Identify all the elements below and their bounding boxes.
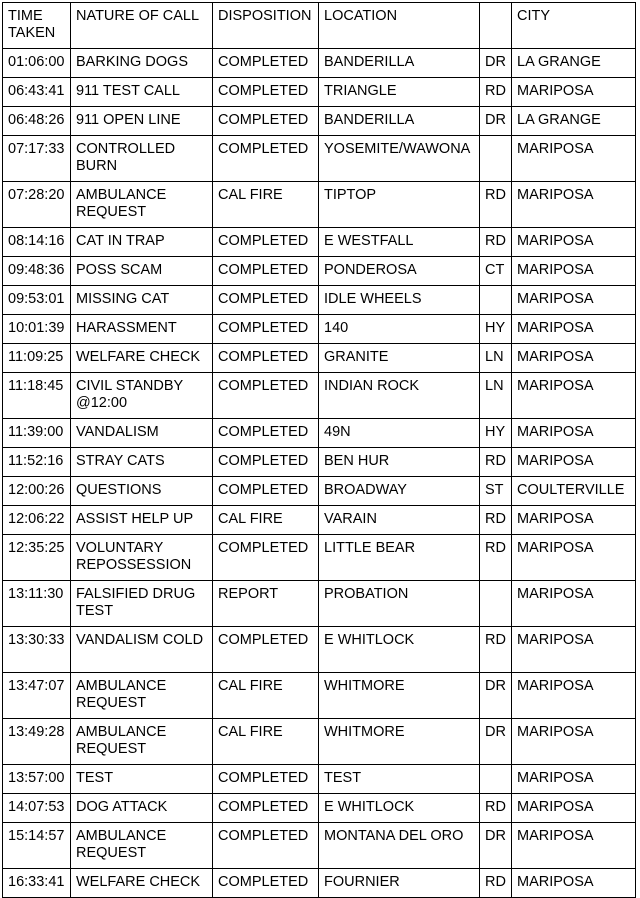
table-row xyxy=(3,719,636,765)
cell-street-suffix xyxy=(480,286,512,315)
cell-street-suffix: LN xyxy=(480,373,512,419)
table-row xyxy=(3,477,636,506)
cell-time: 16:33:41 xyxy=(3,869,71,898)
cell-time: 06:43:41 xyxy=(3,78,71,107)
cell-nature-of-call: CIVIL STANDBY @12:00 xyxy=(71,373,213,419)
cell-street-suffix: DR xyxy=(480,823,512,869)
cell-street-suffix: RD xyxy=(480,869,512,898)
cell-time: 08:14:16 xyxy=(3,228,71,257)
table-row xyxy=(3,136,636,182)
cell-time: 13:47:07 xyxy=(3,673,71,719)
header-disposition: DISPOSITION xyxy=(213,3,319,49)
cell-nature-of-call: WELFARE CHECK xyxy=(71,344,213,373)
cell-street-suffix: RD xyxy=(480,228,512,257)
cell-street-suffix: RD xyxy=(480,448,512,477)
cell-time: 12:35:25 xyxy=(3,535,71,581)
cell-city: MARIPOSA xyxy=(512,344,636,373)
cell-street-suffix: RD xyxy=(480,794,512,823)
cell-city: MARIPOSA xyxy=(512,315,636,344)
table-row xyxy=(3,373,636,419)
cell-location: WHITMORE xyxy=(319,673,480,719)
cell-location: LITTLE BEAR xyxy=(319,535,480,581)
table-row xyxy=(3,794,636,823)
cell-location: INDIAN ROCK xyxy=(319,373,480,419)
cell-time: 07:17:33 xyxy=(3,136,71,182)
cell-city: MARIPOSA xyxy=(512,869,636,898)
cell-location: GRANITE xyxy=(319,344,480,373)
cell-disposition: COMPLETED xyxy=(213,627,319,673)
cell-location: E WESTFALL xyxy=(319,228,480,257)
cell-disposition: CAL FIRE xyxy=(213,506,319,535)
cell-city: MARIPOSA xyxy=(512,182,636,228)
cell-location: BANDERILLA xyxy=(319,107,480,136)
table-row xyxy=(3,228,636,257)
cell-time: 10:01:39 xyxy=(3,315,71,344)
table-row xyxy=(3,765,636,794)
table-row xyxy=(3,823,636,869)
cell-disposition: COMPLETED xyxy=(213,344,319,373)
cell-location: MONTANA DEL ORO xyxy=(319,823,480,869)
cell-time: 13:49:28 xyxy=(3,719,71,765)
cell-street-suffix: HY xyxy=(480,315,512,344)
cell-nature-of-call: ASSIST HELP UP xyxy=(71,506,213,535)
cell-location: WHITMORE xyxy=(319,719,480,765)
cell-location: BEN HUR xyxy=(319,448,480,477)
cell-time: 12:00:26 xyxy=(3,477,71,506)
cell-time: 11:09:25 xyxy=(3,344,71,373)
cell-nature-of-call: STRAY CATS xyxy=(71,448,213,477)
cell-nature-of-call: TEST xyxy=(71,765,213,794)
cell-nature-of-call: FALSIFIED DRUG TEST xyxy=(71,581,213,627)
cell-nature-of-call: HARASSMENT xyxy=(71,315,213,344)
cell-street-suffix: DR xyxy=(480,719,512,765)
cell-time: 15:14:57 xyxy=(3,823,71,869)
header-row xyxy=(3,3,636,49)
cell-disposition: COMPLETED xyxy=(213,286,319,315)
cell-time: 11:18:45 xyxy=(3,373,71,419)
cell-street-suffix: CT xyxy=(480,257,512,286)
cell-disposition: COMPLETED xyxy=(213,257,319,286)
cell-location: VARAIN xyxy=(319,506,480,535)
cell-street-suffix xyxy=(480,765,512,794)
table-row xyxy=(3,419,636,448)
cell-city: MARIPOSA xyxy=(512,765,636,794)
cell-disposition: REPORT xyxy=(213,581,319,627)
cell-nature-of-call: QUESTIONS xyxy=(71,477,213,506)
cell-disposition: COMPLETED xyxy=(213,419,319,448)
cell-city: MARIPOSA xyxy=(512,581,636,627)
cell-time: 11:39:00 xyxy=(3,419,71,448)
cell-disposition: COMPLETED xyxy=(213,136,319,182)
cell-disposition: COMPLETED xyxy=(213,794,319,823)
cell-disposition: COMPLETED xyxy=(213,373,319,419)
cell-nature-of-call: BARKING DOGS xyxy=(71,49,213,78)
cell-city: MARIPOSA xyxy=(512,535,636,581)
cell-disposition: COMPLETED xyxy=(213,448,319,477)
cell-city: MARIPOSA xyxy=(512,373,636,419)
cell-street-suffix: RD xyxy=(480,506,512,535)
cell-city: MARIPOSA xyxy=(512,286,636,315)
cell-location: YOSEMITE/WAWONA xyxy=(319,136,480,182)
cell-disposition: COMPLETED xyxy=(213,477,319,506)
cell-location: TRIANGLE xyxy=(319,78,480,107)
table-row xyxy=(3,257,636,286)
cell-street-suffix: DR xyxy=(480,107,512,136)
cell-street-suffix: HY xyxy=(480,419,512,448)
cell-nature-of-call: 911 OPEN LINE xyxy=(71,107,213,136)
cell-time: 13:30:33 xyxy=(3,627,71,673)
header-time-taken: TIME TAKEN xyxy=(3,3,71,49)
call-log-table xyxy=(2,2,636,898)
cell-nature-of-call: AMBULANCE REQUEST xyxy=(71,182,213,228)
cell-city: MARIPOSA xyxy=(512,448,636,477)
cell-street-suffix: LN xyxy=(480,344,512,373)
cell-location: FOURNIER xyxy=(319,869,480,898)
cell-nature-of-call: AMBULANCE REQUEST xyxy=(71,673,213,719)
cell-time: 13:11:30 xyxy=(3,581,71,627)
table-row xyxy=(3,869,636,898)
cell-street-suffix: RD xyxy=(480,182,512,228)
cell-time: 14:07:53 xyxy=(3,794,71,823)
cell-nature-of-call: VANDALISM COLD xyxy=(71,627,213,673)
cell-location: 49N xyxy=(319,419,480,448)
cell-nature-of-call: POSS SCAM xyxy=(71,257,213,286)
table-row xyxy=(3,182,636,228)
cell-city: MARIPOSA xyxy=(512,719,636,765)
cell-nature-of-call: AMBULANCE REQUEST xyxy=(71,719,213,765)
cell-disposition: COMPLETED xyxy=(213,823,319,869)
cell-time: 09:48:36 xyxy=(3,257,71,286)
cell-nature-of-call: VOLUNTARY REPOSSESSION xyxy=(71,535,213,581)
table-row xyxy=(3,535,636,581)
cell-street-suffix: RD xyxy=(480,535,512,581)
cell-city: MARIPOSA xyxy=(512,419,636,448)
cell-location: 140 xyxy=(319,315,480,344)
cell-disposition: COMPLETED xyxy=(213,315,319,344)
table-row xyxy=(3,581,636,627)
cell-nature-of-call: 911 TEST CALL xyxy=(71,78,213,107)
cell-location: IDLE WHEELS xyxy=(319,286,480,315)
cell-city: MARIPOSA xyxy=(512,506,636,535)
table-row xyxy=(3,78,636,107)
cell-nature-of-call: CONTROLLED BURN xyxy=(71,136,213,182)
header-street-suffix xyxy=(480,3,512,49)
cell-city: MARIPOSA xyxy=(512,794,636,823)
cell-street-suffix xyxy=(480,136,512,182)
cell-location: E WHITLOCK xyxy=(319,794,480,823)
cell-street-suffix: DR xyxy=(480,49,512,78)
cell-time: 07:28:20 xyxy=(3,182,71,228)
table-row xyxy=(3,506,636,535)
cell-disposition: COMPLETED xyxy=(213,869,319,898)
cell-city: MARIPOSA xyxy=(512,136,636,182)
cell-nature-of-call: VANDALISM xyxy=(71,419,213,448)
cell-city: LA GRANGE xyxy=(512,107,636,136)
cell-time: 11:52:16 xyxy=(3,448,71,477)
cell-time: 06:48:26 xyxy=(3,107,71,136)
table-row xyxy=(3,627,636,673)
cell-nature-of-call: WELFARE CHECK xyxy=(71,869,213,898)
header-nature-of-call: NATURE OF CALL xyxy=(71,3,213,49)
table-row xyxy=(3,107,636,136)
cell-nature-of-call: CAT IN TRAP xyxy=(71,228,213,257)
cell-nature-of-call: AMBULANCE REQUEST xyxy=(71,823,213,869)
cell-disposition: CAL FIRE xyxy=(213,719,319,765)
cell-time: 13:57:00 xyxy=(3,765,71,794)
cell-location: TEST xyxy=(319,765,480,794)
cell-city: MARIPOSA xyxy=(512,823,636,869)
cell-street-suffix: RD xyxy=(480,627,512,673)
table-row xyxy=(3,286,636,315)
table-row xyxy=(3,673,636,719)
cell-city: COULTERVILLE xyxy=(512,477,636,506)
cell-location: TIPTOP xyxy=(319,182,480,228)
cell-street-suffix: DR xyxy=(480,673,512,719)
cell-location: PROBATION xyxy=(319,581,480,627)
cell-nature-of-call: MISSING CAT xyxy=(71,286,213,315)
cell-street-suffix: ST xyxy=(480,477,512,506)
cell-city: MARIPOSA xyxy=(512,673,636,719)
cell-city: MARIPOSA xyxy=(512,78,636,107)
header-location: LOCATION xyxy=(319,3,480,49)
cell-disposition: COMPLETED xyxy=(213,49,319,78)
table-row xyxy=(3,448,636,477)
cell-street-suffix: RD xyxy=(480,78,512,107)
cell-disposition: COMPLETED xyxy=(213,228,319,257)
cell-nature-of-call: DOG ATTACK xyxy=(71,794,213,823)
table-row xyxy=(3,315,636,344)
cell-location: BROADWAY xyxy=(319,477,480,506)
cell-location: PONDEROSA xyxy=(319,257,480,286)
cell-location: E WHITLOCK xyxy=(319,627,480,673)
cell-city: MARIPOSA xyxy=(512,257,636,286)
cell-time: 09:53:01 xyxy=(3,286,71,315)
cell-time: 01:06:00 xyxy=(3,49,71,78)
header-city: CITY xyxy=(512,3,636,49)
cell-time: 12:06:22 xyxy=(3,506,71,535)
cell-disposition: COMPLETED xyxy=(213,107,319,136)
table-row xyxy=(3,344,636,373)
cell-disposition: CAL FIRE xyxy=(213,182,319,228)
cell-disposition: COMPLETED xyxy=(213,765,319,794)
table-row xyxy=(3,49,636,78)
cell-disposition: CAL FIRE xyxy=(213,673,319,719)
cell-city: LA GRANGE xyxy=(512,49,636,78)
cell-city: MARIPOSA xyxy=(512,627,636,673)
cell-disposition: COMPLETED xyxy=(213,535,319,581)
cell-street-suffix xyxy=(480,581,512,627)
cell-city: MARIPOSA xyxy=(512,228,636,257)
cell-disposition: COMPLETED xyxy=(213,78,319,107)
cell-location: BANDERILLA xyxy=(319,49,480,78)
